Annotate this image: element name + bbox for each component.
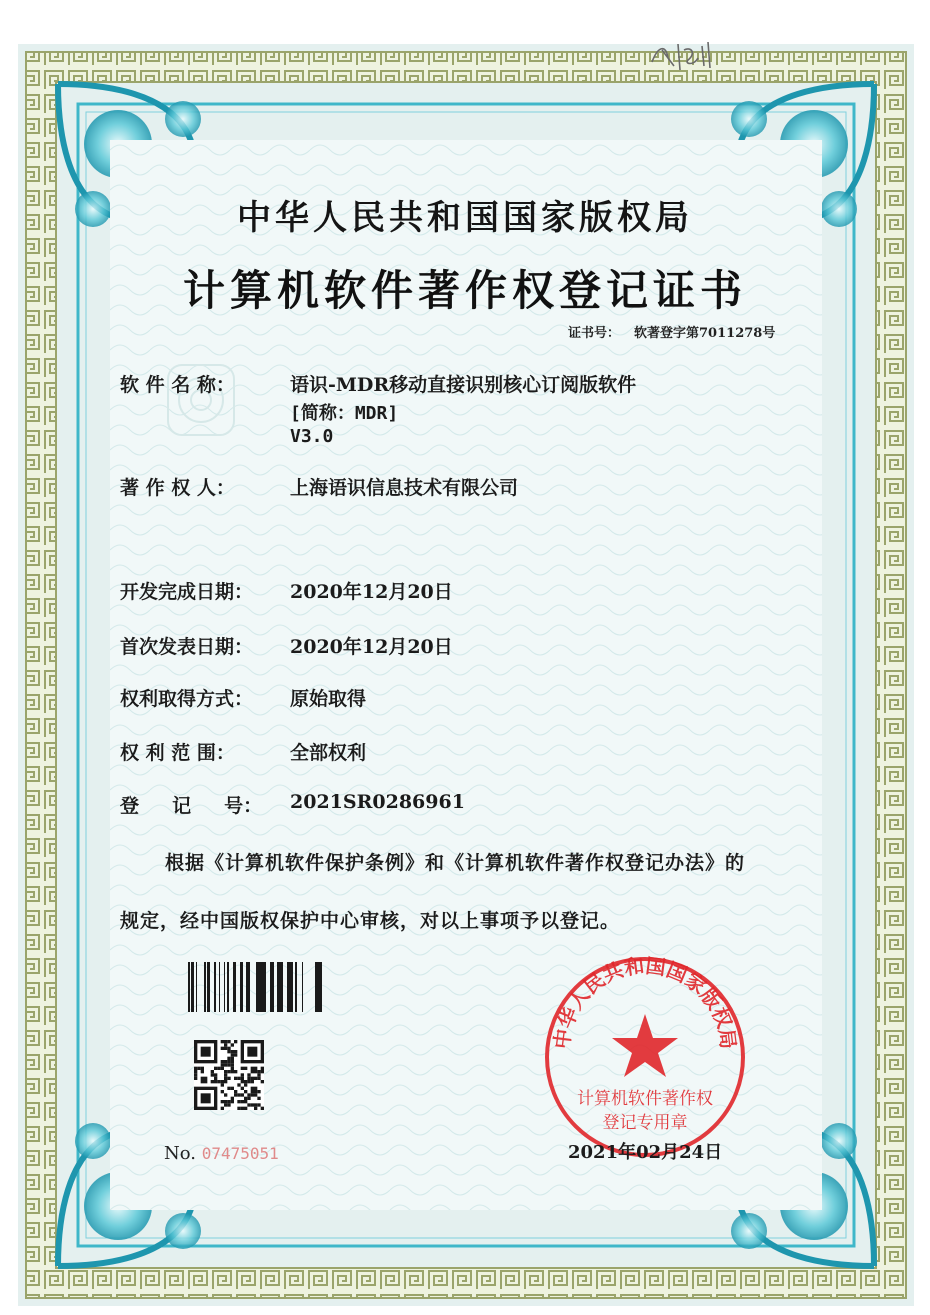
field-copyright-owner — [120, 473, 519, 500]
certificate-number-label: 证书号： — [568, 326, 621, 341]
scope-label: 权 利 范 围： — [120, 742, 235, 764]
statement-line-2: 规定，经中国版权保护中心审核，对以上事项予以登记。 — [120, 910, 621, 932]
qr-code — [194, 1040, 264, 1110]
field-software-name — [120, 370, 637, 397]
barcode — [188, 962, 322, 1012]
serial-prefix: No. — [164, 1143, 196, 1164]
field-publication-date — [120, 632, 453, 659]
software-name-label: 软 件 名 称： — [120, 374, 235, 396]
pub-date-value: 2020年12月20日 — [290, 636, 453, 658]
scope-value: 全部权利 — [290, 742, 367, 764]
serial-value: 07475051 — [201, 1144, 279, 1163]
field-acquisition-method — [120, 684, 367, 711]
pub-date-label: 首次发表日期： — [120, 636, 254, 658]
reg-label: 登 记 号： — [120, 795, 263, 817]
seal-line-1: 计算机软件著作权 — [577, 1089, 713, 1109]
issue-date: 2021年02月24日 — [568, 1142, 723, 1163]
issuing-authority: 中华人民共和国国家版权局 — [237, 198, 693, 238]
field-registration-number — [120, 791, 465, 818]
official-seal — [540, 952, 750, 1162]
field-development-date — [120, 577, 453, 604]
owner-value: 上海语识信息技术有限公司 — [290, 477, 519, 499]
dev-date-value: 2020年12月20日 — [290, 581, 453, 603]
acquire-label: 权利取得方式： — [120, 688, 254, 710]
software-name-value: 语识-MDR移动直接识别核心订阅版软件 — [290, 374, 637, 396]
acquire-value: 原始取得 — [290, 688, 367, 710]
field-rights-scope — [120, 738, 367, 765]
reg-value: 2021SR0286961 — [290, 791, 465, 813]
certificate-number — [568, 322, 775, 341]
seal-line-2: 登记专用章 — [602, 1113, 688, 1133]
dev-date-label: 开发完成日期： — [120, 581, 254, 603]
software-short-name: [简称：MDR] — [290, 403, 399, 424]
certificate-number-value: 软著登字第7011278号 — [634, 326, 776, 341]
seal-ring-text: 中华人民共和国国家版权局 — [549, 953, 741, 1051]
serial-number — [164, 1143, 279, 1164]
owner-label: 著 作 权 人： — [120, 477, 235, 499]
statement-line-1: 根据《计算机软件保护条例》和《计算机软件著作权登记办法》的 — [165, 852, 746, 874]
handwritten-mark — [648, 36, 718, 76]
seal-star-icon — [612, 1014, 678, 1077]
certificate-title: 计算机软件著作权登记证书 — [182, 266, 747, 315]
software-version: V3.0 — [290, 426, 334, 447]
